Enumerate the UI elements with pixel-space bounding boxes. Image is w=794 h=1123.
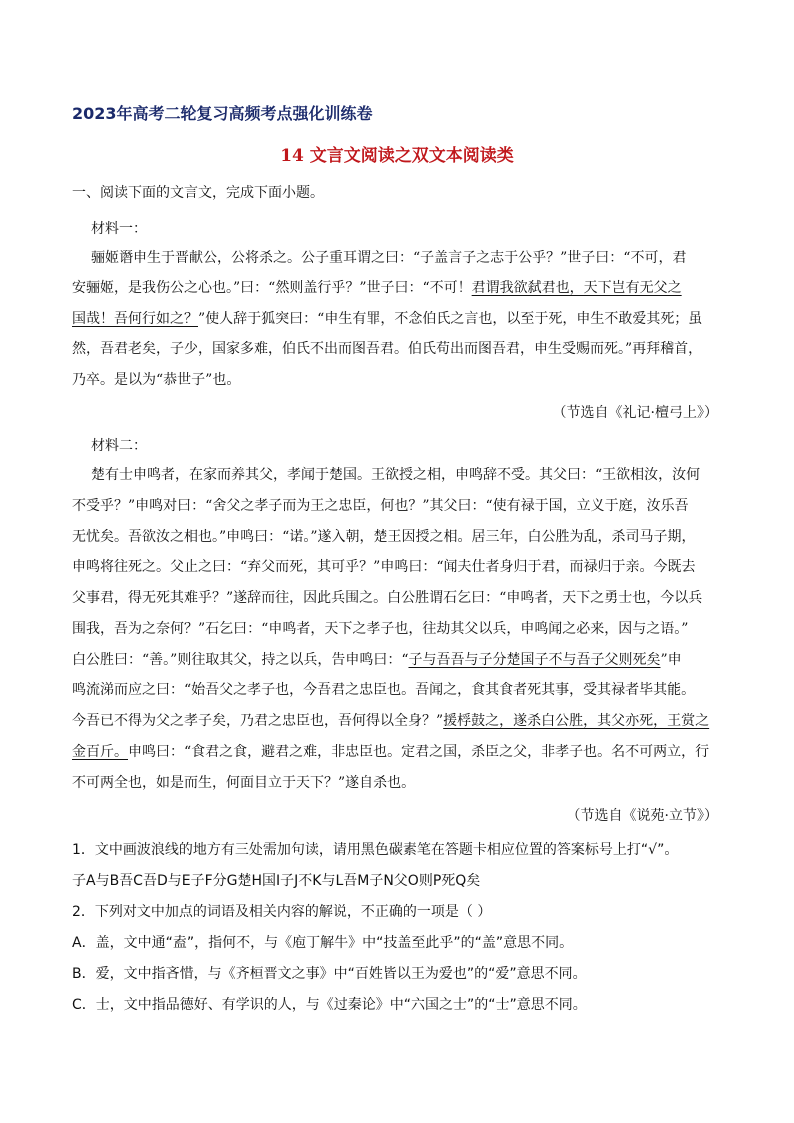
material2-line: 围我，吾为之奈何？”石乞曰：“申鸣者，天下之孝子也，往劫其父以兵，申鸣闻之必来，因与之语。”: [72, 621, 689, 637]
text-span: 安骊姬，是我伤公之心也。”曰：“然则盖行乎？”世子曰：“不可！: [72, 280, 472, 296]
option-a: A．盖，文中通“盍”，指何不，与《庖丁解牛》中“技盖至此乎”的“盖”意思不同。: [72, 935, 574, 951]
material2-line: [72, 711, 709, 731]
underlined-sentence: 君谓我欲弑君也，天下岂有无父之: [471, 280, 682, 296]
material2-source: （节选自《说苑·立节》）: [566, 808, 718, 824]
material1-line: [72, 309, 702, 329]
material1-line: 骊姬谮申生于晋献公，公将杀之。公子重耳谓之曰：“子盖言子之志于公乎？”世子曰：“不可，君: [91, 250, 687, 266]
option-b: B．爱，文中指吝惜，与《齐桓晋文之事》中“百姓皆以王为爱也”的“爱”意思不同。: [72, 966, 587, 982]
material1-line: [72, 278, 682, 298]
material2-line: 不可两全也，如是而生，何面目立于天下？”遂自杀也。: [72, 775, 416, 791]
text-span: 申鸣曰：“食君之食，避君之难，非忠臣也。定君之国，杀臣之父，非孝子也。名不可两立，行: [128, 744, 710, 760]
material1-label: 材料一：: [91, 221, 147, 237]
underlined-sentence: 国哉！吾何行如之？: [72, 311, 198, 327]
text-span: 白公胜曰：“善。”则往取其父，持之以兵，告申鸣曰：“: [72, 652, 409, 668]
underlined-sentence: 金百斤。: [72, 744, 128, 760]
material2-line: 无忧矣。吾欲汝之相也。”申鸣曰：“诺。”遂入朝，楚王因授之相。居三年，白公胜为乱，杀司马子期，: [72, 529, 696, 545]
material1-line: 乃卒。是以为“恭世子”也。: [72, 372, 241, 388]
question-1-options: 子A与B吾C吾D与E子F分G楚H国I子J不K与L吾M子N父O则P死Q矣: [72, 873, 481, 889]
material2-line: 鸣流涕而应之曰：“始吾父之孝子也，今吾君之忠臣也。吾闻之，食其食者死其事，受其禄者毕其能。: [72, 682, 696, 698]
question-1: 1．文中画波浪线的地方有三处需加句读，请用黑色碳素笔在答题卡相应位置的答案标号上打“√”。: [72, 842, 679, 858]
material1-line: 然，吾君老矣，子少，国家多难，伯氏不出而图吾君。伯氏苟出而图吾君，申生受赐而死。”再拜稽首，: [72, 341, 703, 357]
text-span: ”使人辞于狐突曰：“申生有罪，不念伯氏之言也，以至于死，申生不敢爱其死；虽: [198, 311, 703, 327]
material2-label: 材料二：: [91, 438, 147, 454]
material2-line: 不受乎？”申鸣对曰：“舍父之孝子而为王之忠臣，何也？”其父曰：“使有禄于国，立义于庭，汝乐吾: [72, 498, 689, 514]
material2-line: [72, 742, 709, 762]
text-span: ”申: [660, 652, 682, 668]
underlined-sentence: 援桴鼓之，遂杀白公胜，其父亦死，王赏之: [443, 713, 710, 729]
exam-title: 2023年高考二轮复习高频考点强化训练卷: [72, 104, 373, 123]
text-span: 今吾已不得为父之孝子矣，乃君之忠臣也，吾何得以全身？”: [72, 713, 444, 729]
question-2: 2．下列对文中加点的词语及相关内容的解说，不正确的一项是（ ）: [72, 904, 492, 920]
section-instruction: 一、阅读下面的文言文，完成下面小题。: [72, 185, 324, 201]
option-c: C．士，文中指品德好、有学识的人，与《过秦论》中“六国之士”的“士”意思不同。: [72, 997, 587, 1013]
material2-line: 申鸣将往死之。父止之曰：“弃父而死，其可乎？”申鸣曰：“闻夫仕者身归于君，而禄归于亲。今既去: [72, 559, 696, 575]
material1-source: （节选自《礼记·檀弓上》）: [552, 405, 718, 421]
material2-line: 楚有士申鸣者，在家而养其父，孝闻于楚国。王欲授之相，申鸣辞不受。其父曰：“王欲相汝，汝何: [91, 467, 701, 483]
material2-line: 父事君，得无死其难乎？”遂辞而往，因此兵围之。白公胜谓石乞曰：“申鸣者，天下之勇士也，今以兵: [72, 590, 703, 606]
wavy-underlined-sentence: 子与吾吾与子分楚国子不与吾子父则死矣: [408, 652, 661, 668]
section-subtitle: 14 文言文阅读之双文本阅读类: [280, 146, 514, 166]
material2-line: [72, 650, 682, 670]
